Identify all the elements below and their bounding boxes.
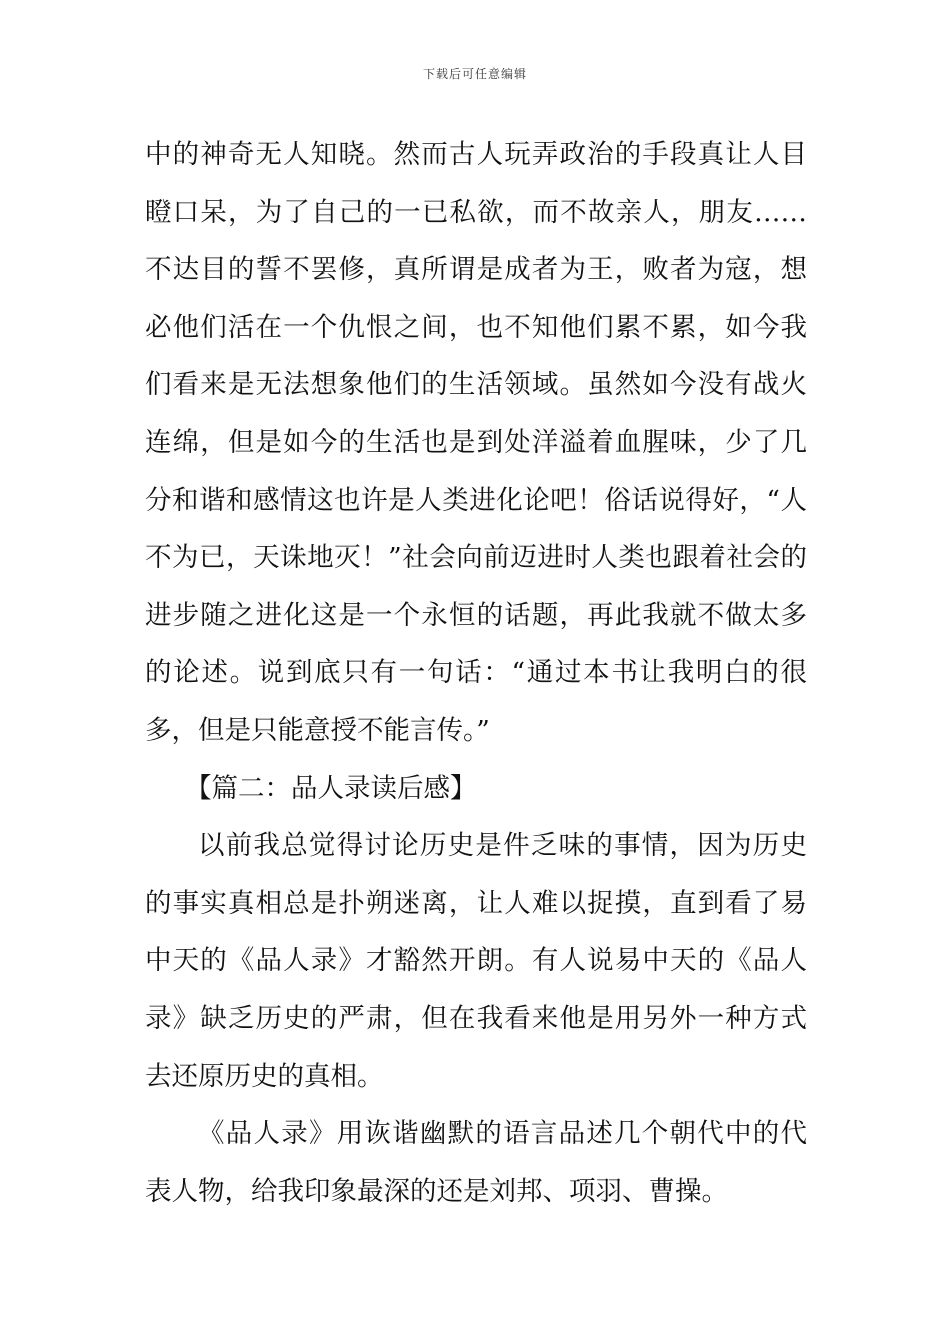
paragraph-intro: 以前我总觉得讨论历史是件乏味的事情，因为历史的事实真相总是扑朔迷离，让人难以捉摸，直到看了易中天的《品人录》才豁然开朗。有人说易中天的《品人录》缺乏历史的严肃，但在我看来他是用另外一种方式去还原历史的真相。 xyxy=(145,830,807,1092)
document-body xyxy=(145,126,807,1220)
paragraph-book: 《品人录》用诙谐幽默的语言品述几个朝代中的代表人物，给我印象最深的还是刘邦、项羽、曹操。 xyxy=(145,1118,807,1207)
paragraph-continuation: 中的神奇无人知晓。然而古人玩弄政治的手段真让人目瞪口呆，为了自己的一已私欲，而不故亲人，朋友……不达目的誓不罢修，真所谓是成者为王，败者为寇，想必他们活在一个仇恨之间，也不知他们累不累，如今我们看来是无法想象他们的生活领域。虽然如今没有战火连绵，但是如今的生活也是到处洋溢着血腥味，少了几分和谐和感情这也许是人类进化论吧！俗话说得好，“人不为已，天诛地灭！”社会向前迈进时人类也跟着社会的进步随之进化这是一个永恒的话题，再此我就不做太多的论述。说到底只有一句话：“通过本书让我明白的很多，但是只能意授不能言传。” xyxy=(145,139,807,746)
section-heading: 【篇二：品人录读后感】 xyxy=(185,772,477,804)
page-header: 下载后可任意编辑 xyxy=(422,67,527,81)
